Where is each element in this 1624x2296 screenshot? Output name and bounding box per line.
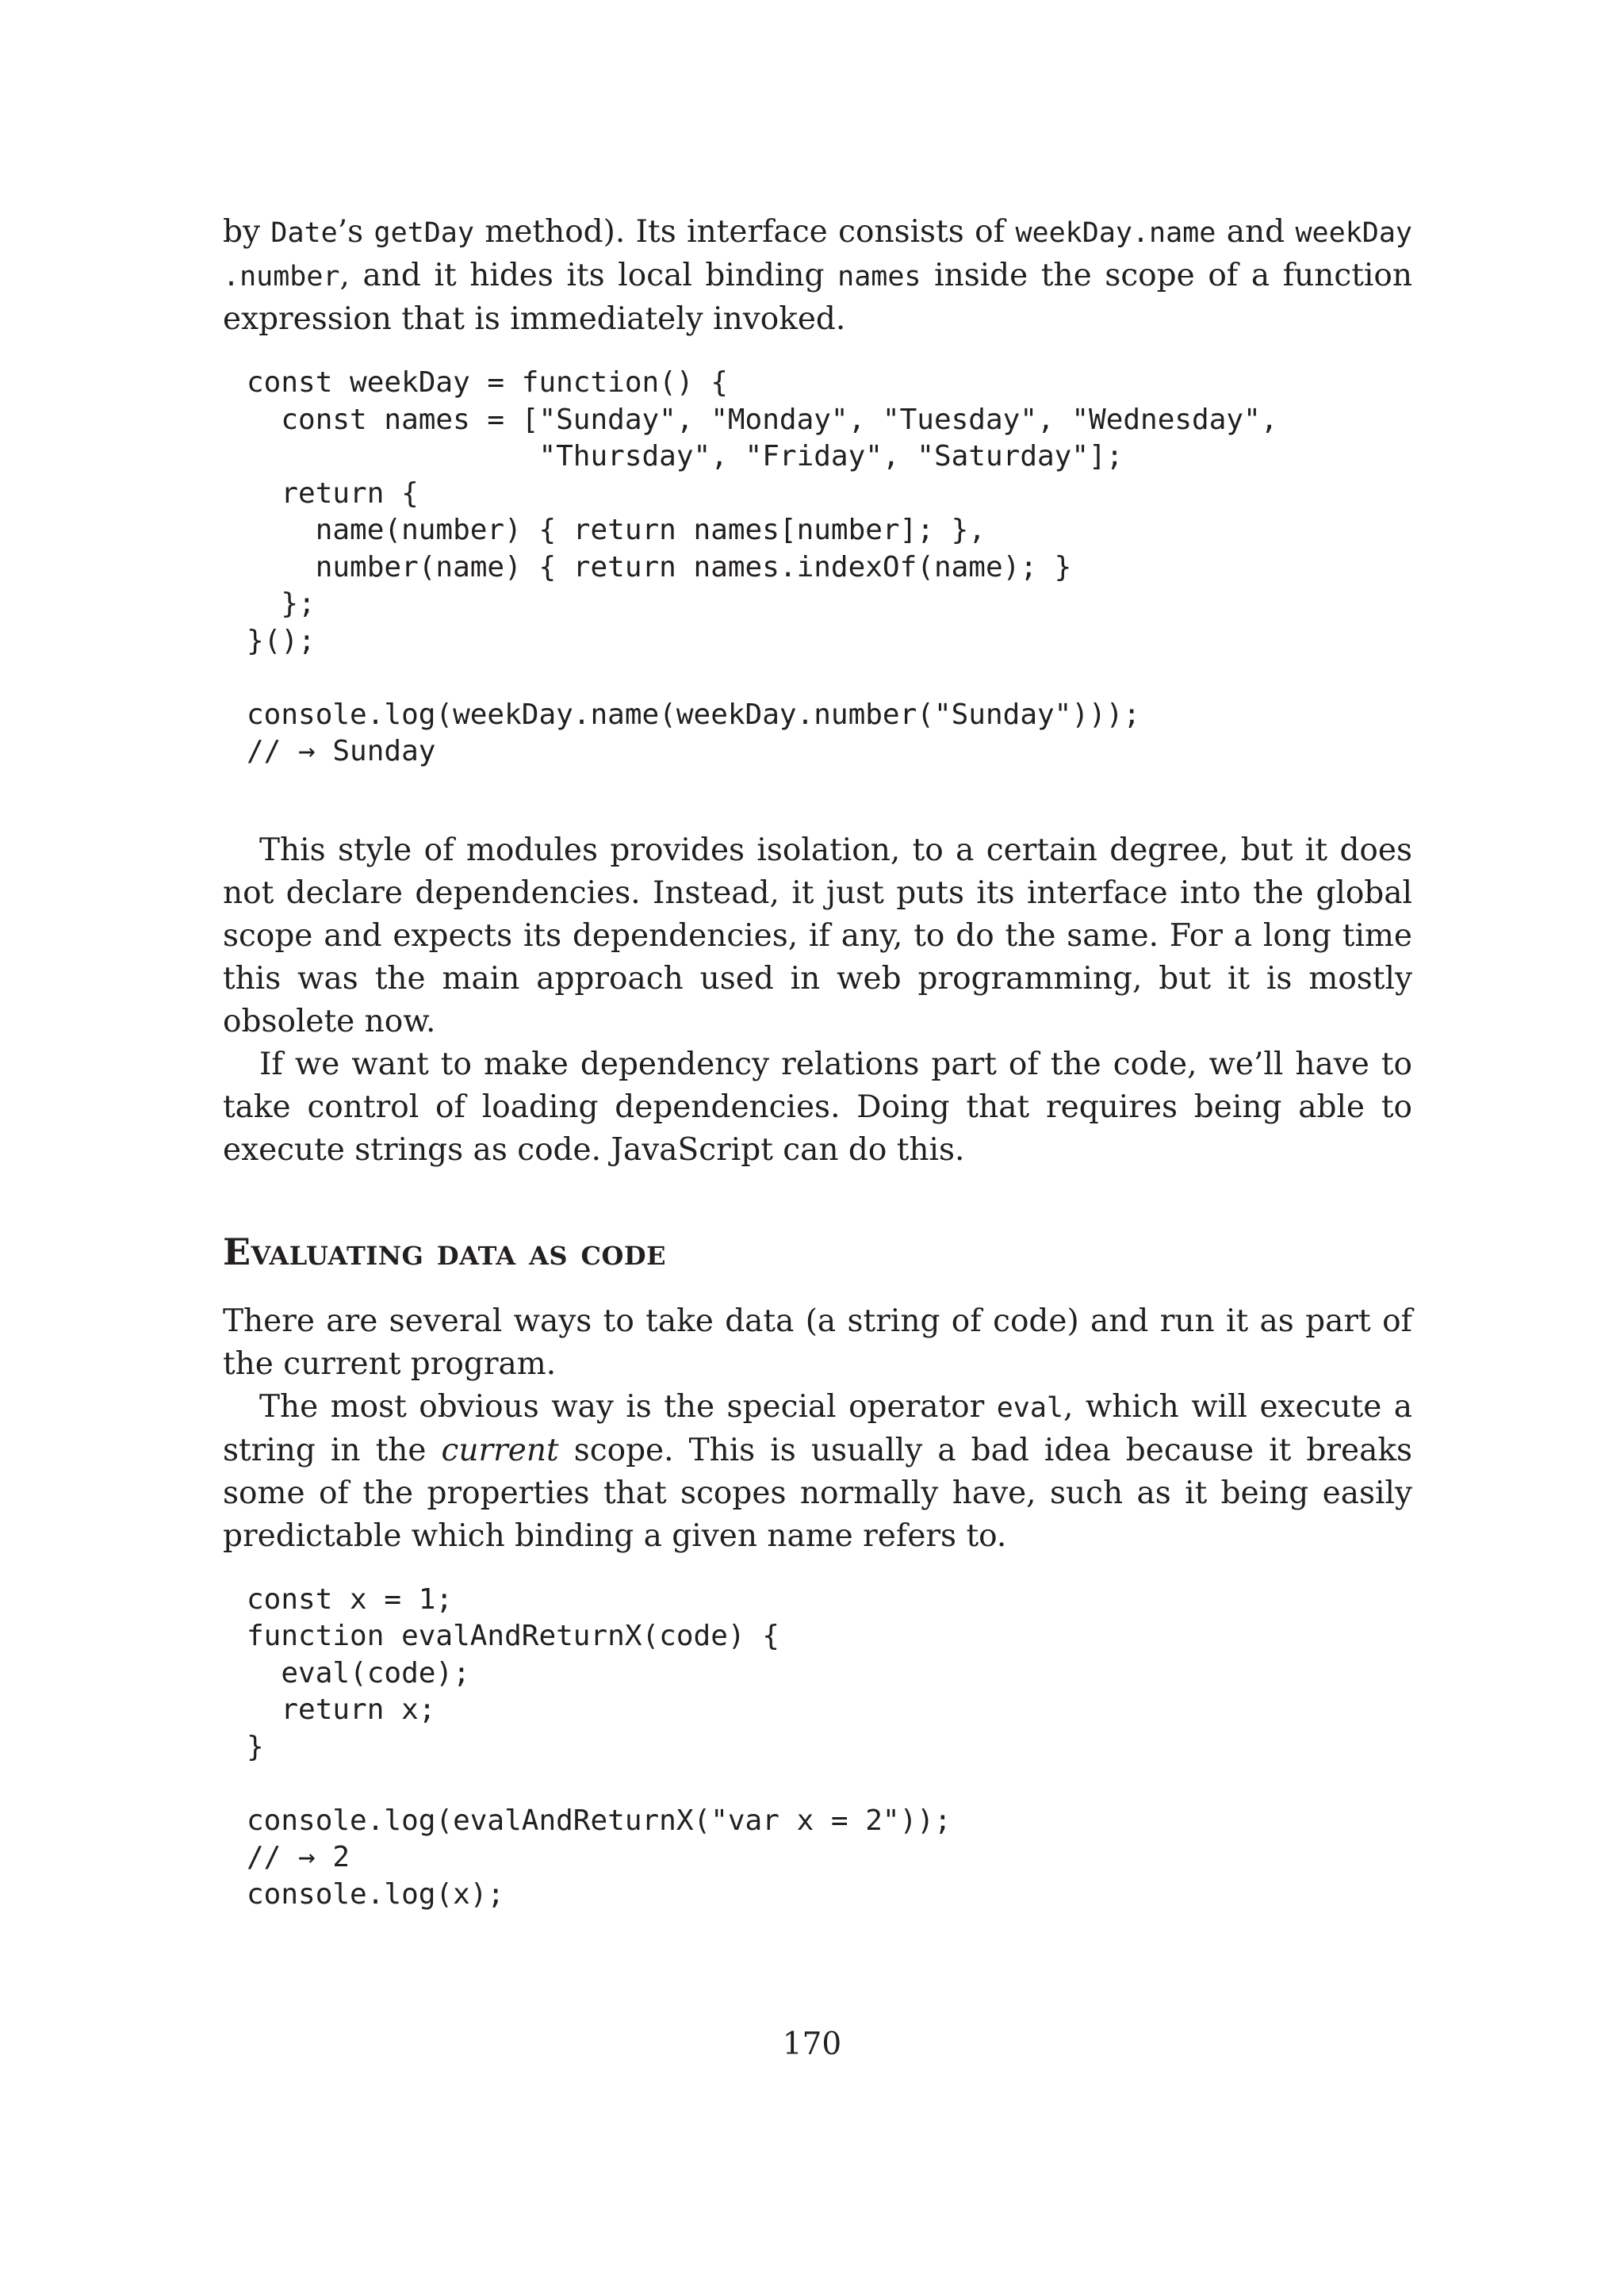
text-span: inside the scope of a function expression that is immediately invoked. [223,258,1412,337]
inline-code: eval [996,1391,1064,1424]
paragraph-modules-isolation: This style of modules provides isolation, to a certain degree, but it does not declare dependencies. Instead, it just puts its interface into the global scope and expects its dependencies, if any, to do the same. For a long time this was the main approach used in web programming, but it is mostly obsolete now. [223,832,1412,1039]
inline-code: Date [270,217,338,249]
inline-code: weekDay .number [223,217,1412,293]
page-number: 170 [782,2026,842,2062]
text-span: by [223,214,271,250]
text-span: The most obvious way is the special operator [259,1388,997,1425]
paragraph-dependency-relations: If we want to make dependency relations part of the code, we’ll have to take control of loading dependencies. Doing that requires being able to execute strings as code. JavaScript can do this. [223,1046,1412,1168]
intro-paragraph [223,211,1412,341]
page-content [223,211,1412,1913]
spacer [223,1172,1412,1230]
paragraph-eval [223,1386,1412,1558]
spacer [223,1273,1412,1300]
text-span: and [1216,214,1296,250]
paragraph-several-ways: There are several ways to take data (a string of code) and run it as part of the current program. [223,1303,1412,1382]
text-span: , which will execute a string in the [223,1388,1412,1468]
emphasis-text: current [441,1432,559,1468]
spacer [223,771,1412,829]
code-block-weekday: const weekDay = function() { const names = ["Sunday", "Monday", "Tuesday", "Wednesday", "Thursday", "Friday", "Saturday"]; return { name(number) { return names[number]; }, number(name) { return names.indexOf(name); } }; }(); console.log(weekDay.name(weekDay.number("Sunday"))); // → Sunday [247,366,1278,767]
inline-code: weekDay.name [1015,217,1216,249]
inline-code: names [837,261,921,293]
text-span: ’s [337,214,374,250]
inline-code: getDay [373,217,474,249]
text-span: , and it hides its local binding [339,258,838,293]
text-span: method). Its interface consists of [473,214,1016,250]
text-span: scope. This is usually a bad idea because it breaks some of the properties that scopes normally have, such as it being easily predictable which binding a given name refers to. [223,1432,1412,1554]
section-heading: Evaluating data as code [223,1230,667,1273]
code-block-eval: const x = 1; function evalAndReturnX(code) { eval(code); return x; } console.log(evalAndReturnX("var x = 2")); // → 2 console.log(x); [247,1582,952,1911]
